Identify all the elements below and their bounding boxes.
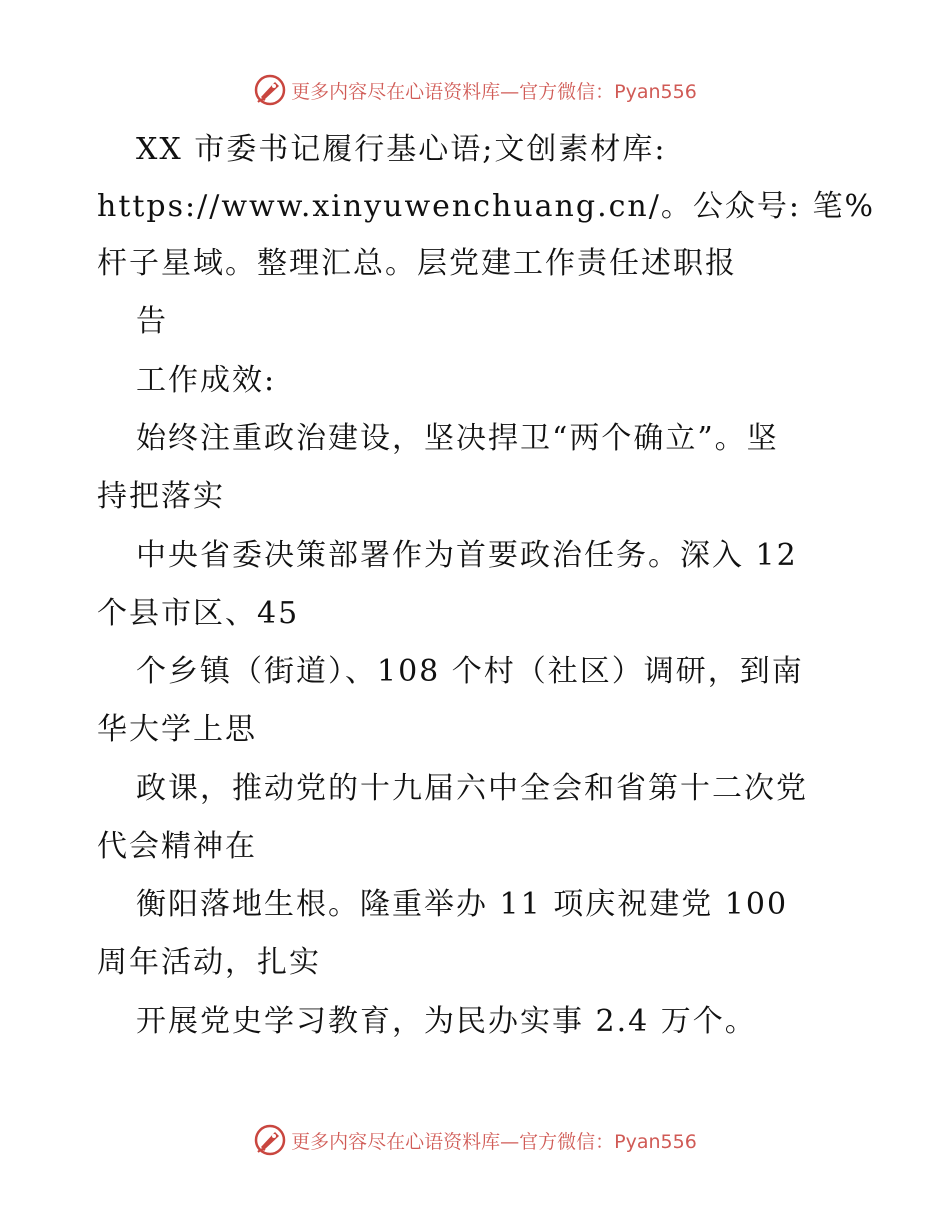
paragraph-line: 中央省委决策部署作为首要政治任务。深入 12 xyxy=(136,538,798,573)
paragraph-line: 持把落实 xyxy=(97,479,225,514)
paragraph-line: https://www.xinyuwenchuang.cn/。公众号: 笔% xyxy=(97,189,875,224)
paragraph-line: 开展党史学习教育，为民办实事 2.4 万个。 xyxy=(136,1004,757,1039)
paragraph-line: 华大学上思 xyxy=(97,712,257,747)
section-heading: 工作成效: xyxy=(136,363,277,398)
paragraph-line: 始终注重政治建设，坚决捍卫“两个确立”。坚 xyxy=(136,421,779,456)
pen-nib-logo-icon xyxy=(253,73,287,107)
paragraph-line: 周年活动，扎实 xyxy=(97,945,321,980)
paragraph-line: 衡阳落地生根。隆重举办 11 项庆祝建党 100 xyxy=(136,887,789,922)
paragraph-line: 杆子星域。整理汇总。层党建工作责任述职报 xyxy=(97,246,737,281)
footer-watermark xyxy=(0,1120,950,1160)
header-watermark-text: 更多内容尽在心语资料库—官方微信： xyxy=(291,80,615,103)
footer-watermark-text: 更多内容尽在心语资料库—官方微信： xyxy=(291,1130,615,1153)
paragraph-line: 个县市区、45 xyxy=(97,596,300,631)
paragraph-line: 个乡镇（街道）、108 个村（社区）调研，到南 xyxy=(136,654,804,689)
footer-watermark-id: Pyan556 xyxy=(614,1130,697,1153)
paragraph-line: 代会精神在 xyxy=(97,829,257,864)
header-watermark xyxy=(0,70,950,110)
paragraph-line: XX 市委书记履行基心语;文创素材库: xyxy=(136,132,667,167)
pen-nib-logo-icon xyxy=(253,1123,287,1157)
header-watermark-id: Pyan556 xyxy=(614,80,697,103)
paragraph-line: 告 xyxy=(136,304,168,339)
paragraph-line: 政课，推动党的十九届六中全会和省第十二次党 xyxy=(136,771,808,806)
